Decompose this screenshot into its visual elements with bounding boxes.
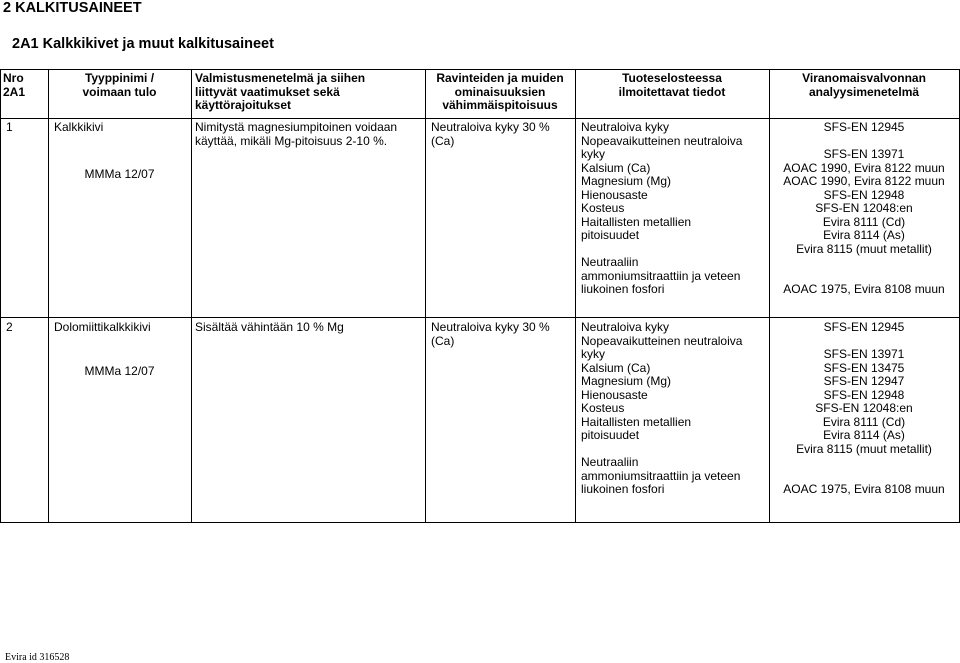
header-manufacturing: Valmistusmenetelmä ja siihen liittyvät vaatimukset sekä käyttörajoitukset bbox=[195, 71, 366, 112]
row1-type-name: Kalkkikivi bbox=[54, 120, 104, 134]
document-id-footer: Evira id 316528 bbox=[5, 652, 70, 663]
row2-min-content: Neutraloiva kyky 30 % (Ca) bbox=[431, 320, 550, 348]
row1-analysis-method: SFS-EN 12945 SFS-EN 13971 AOAC 1990, Evira 8122 muun AOAC 1990, Evira 8122 muun SFS-EN 12948 SFS-EN 12048:en Evira 8111 (Cd) Evira 8114 (As) Evira 8115 (muut metallit) AOAC 1975, Evira 8108 muun bbox=[783, 120, 945, 296]
header-nro: Nro 2A1 bbox=[3, 71, 26, 99]
subsection-title: 2A1 Kalkkikivet ja muut kalkitusaineet bbox=[12, 36, 274, 52]
row2-date: MMMa 12/07 bbox=[84, 364, 155, 378]
header-analysis-method: Viranomaisvalvonnan analyysimenetelmä bbox=[802, 71, 926, 99]
header-declared-info: Tuoteselosteessa ilmoitettavat tiedot bbox=[618, 71, 726, 99]
row1-method: Nimitystä magnesiumpitoinen voidaan käyttää, mikäli Mg-pitoisuus 2-10 %. bbox=[195, 120, 398, 148]
row2-nro: 2 bbox=[6, 320, 13, 334]
row2-analysis-method: SFS-EN 12945 SFS-EN 13971 SFS-EN 13475 SFS-EN 12947 SFS-EN 12948 SFS-EN 12048:en Evira 8111 (Cd) Evira 8114 (As) Evira 8115 (muut metallit) AOAC 1975, Evira 8108 muun bbox=[783, 320, 945, 496]
row2-type-name: Dolomiittikalkkikivi bbox=[54, 320, 151, 334]
row1-nro: 1 bbox=[6, 120, 13, 134]
header-min-content: Ravinteiden ja muiden ominaisuuksien vähimmäispitoisuus bbox=[436, 71, 564, 112]
row1-declared-info: Neutraloiva kyky Nopeavaikutteinen neutraloiva kyky Kalsium (Ca) Magnesium (Mg) Hienousaste Kosteus Haitallisten metallien pitoisuudet Neutraaliin ammoniumsitraattiin ja veteen liukoinen fosfori bbox=[581, 120, 743, 296]
fertilizer-table bbox=[0, 69, 960, 523]
row2-method: Sisältää vähintään 10 % Mg bbox=[195, 320, 344, 334]
header-type-name: Tyyppinimi / voimaan tulo bbox=[82, 71, 157, 99]
section-title: 2 KALKITUSAINEET bbox=[3, 0, 142, 16]
row1-min-content: Neutraloiva kyky 30 % (Ca) bbox=[431, 120, 550, 148]
row1-date: MMMa 12/07 bbox=[84, 167, 155, 181]
row2-declared-info: Neutraloiva kyky Nopeavaikutteinen neutraloiva kyky Kalsium (Ca) Magnesium (Mg) Hienousaste Kosteus Haitallisten metallien pitoisuudet Neutraaliin ammoniumsitraattiin ja veteen liukoinen fosfori bbox=[581, 320, 743, 496]
